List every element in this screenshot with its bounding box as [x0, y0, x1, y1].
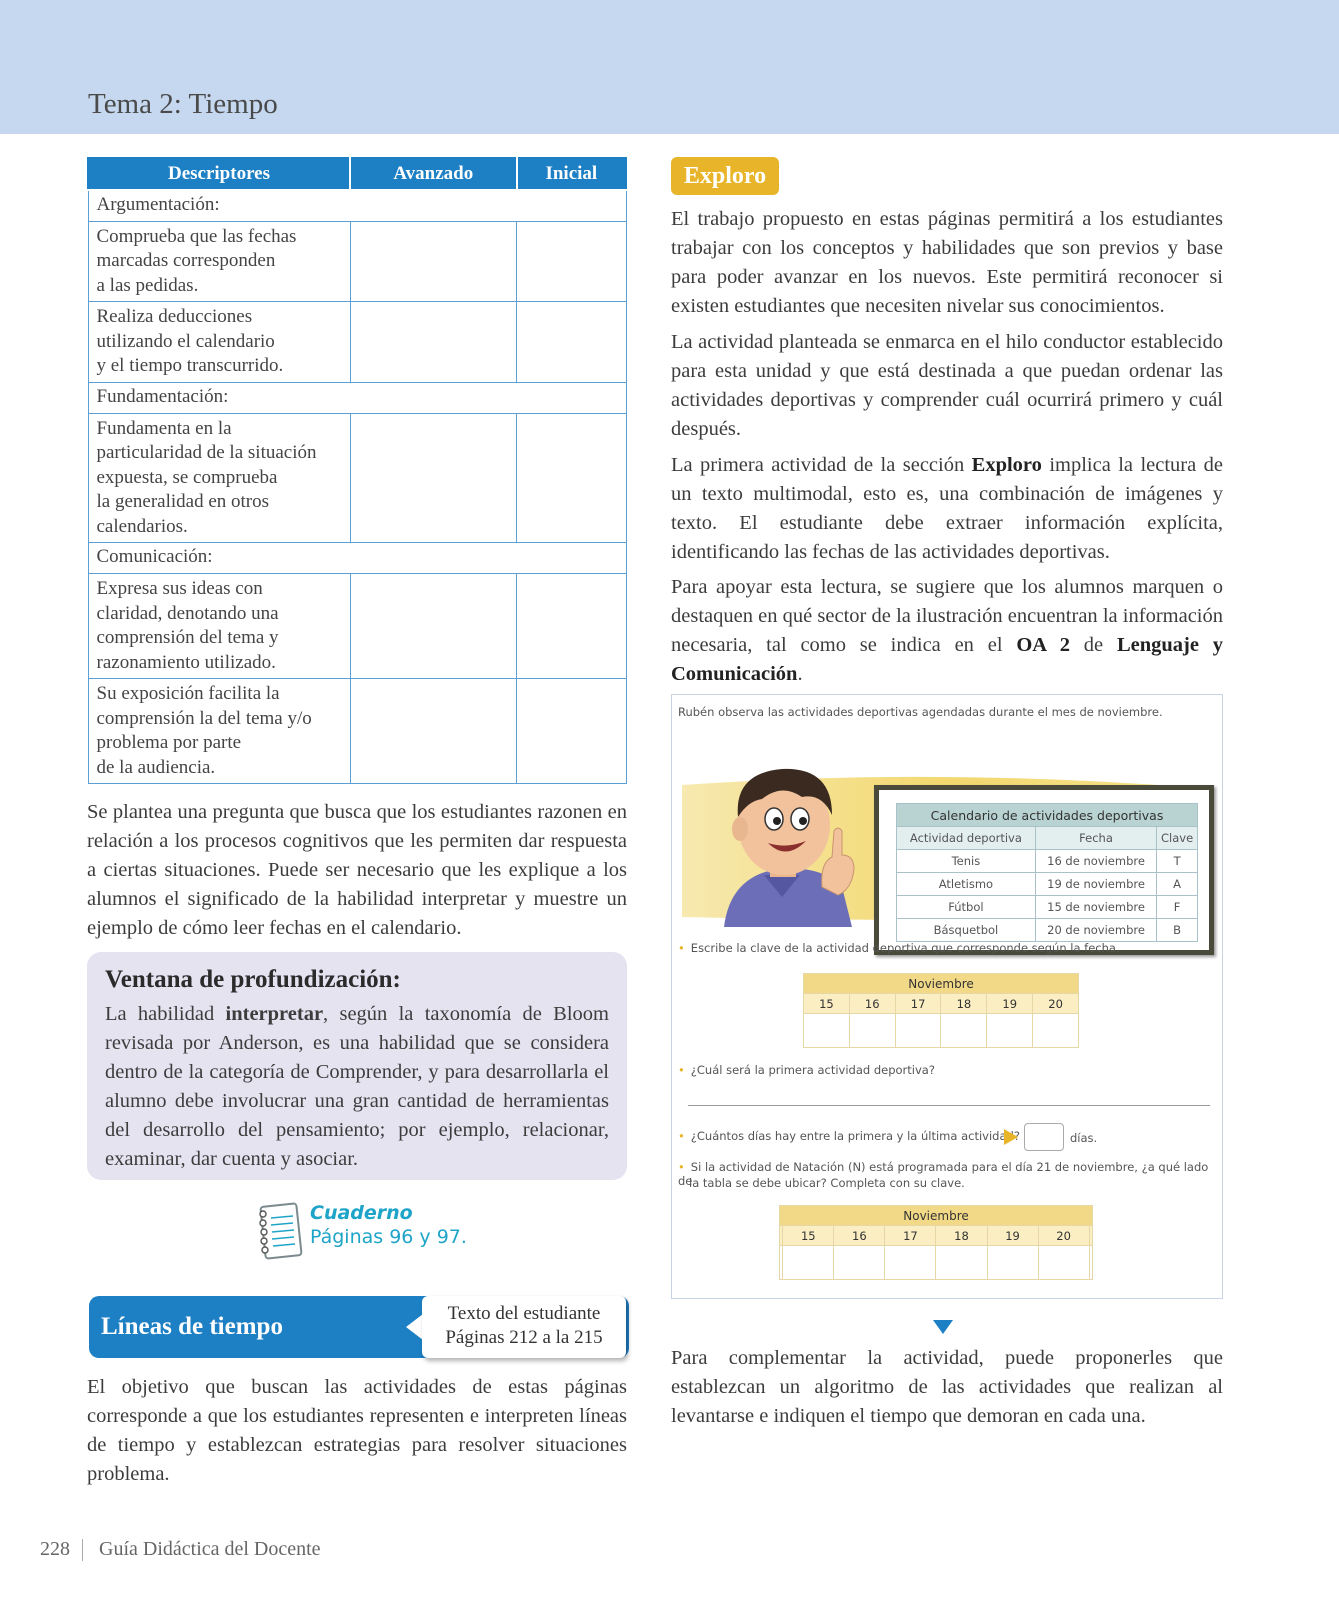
- calendar-cell: 19 de noviembre: [1035, 873, 1156, 896]
- rubric-row: [88, 413, 626, 543]
- calendar-cell: Atletismo: [897, 873, 1036, 896]
- november-grid-1: [803, 973, 1079, 1048]
- calendar-cell: Fútbol: [897, 896, 1036, 919]
- question-1: • Escribe la clave de la actividad deportiva que corresponde según la fecha.: [678, 941, 1120, 955]
- rubric-header-avanzado: Avanzado: [350, 158, 517, 190]
- rubric-header-inicial: Inicial: [517, 158, 626, 190]
- rubric-row: [88, 302, 626, 383]
- question-4: • Si la actividad de Natación (N) está programada para el día 21 de noviembre, ¿a qué lado de: [678, 1160, 1222, 1188]
- grid-caption: Noviembre: [780, 1206, 1093, 1226]
- rubric-cell-avanzado: [350, 574, 517, 679]
- calendar-cell: B: [1157, 919, 1198, 942]
- grid-day: 20: [1038, 1226, 1089, 1246]
- rubric-category-row: [88, 190, 626, 221]
- rubric-header-row: [88, 158, 626, 190]
- grid-day: 20: [1033, 994, 1079, 1014]
- rubric-cell-avanzado: [350, 679, 517, 784]
- lineas-tag-line2: Páginas 212 a la 215: [445, 1327, 603, 1348]
- calendar-table: [896, 803, 1198, 942]
- arrow-right-icon: [1004, 1129, 1018, 1145]
- notebook-icon: [255, 1202, 303, 1260]
- calendar-cell: Básquetbol: [897, 919, 1036, 942]
- footer-label: Guía Didáctica del Docente: [99, 1538, 321, 1560]
- grid-day: 15: [783, 1226, 834, 1246]
- rubric-category-comunicacion: Comunicación:: [88, 543, 626, 574]
- calendar-row: [897, 896, 1198, 919]
- grid-caption: Noviembre: [804, 974, 1079, 994]
- grid-day: 18: [941, 994, 987, 1014]
- grid-day: 16: [849, 994, 895, 1014]
- grid-day: 16: [834, 1226, 885, 1246]
- right-bottom-paragraph: Para complementar la actividad, puede proponerles que establezcan un algoritmo de las actividades que realizan al levantarse e indiquen el tiempo que demoran en cada una.: [671, 1347, 1223, 1427]
- calendar-cell: A: [1157, 873, 1198, 896]
- rubric-category-fundamentacion: Fundamentación:: [88, 382, 626, 413]
- grid-answer-cell[interactable]: [783, 1246, 834, 1280]
- lineas-tag-line1: Texto del estudiante: [447, 1303, 601, 1324]
- calendar-cell: T: [1157, 850, 1198, 873]
- grid-day: 15: [804, 994, 850, 1014]
- grid-answer-cell[interactable]: [936, 1246, 987, 1280]
- rubric-descriptor: Comprueba que las fechas marcadas corresponden a las pedidas.: [88, 221, 350, 302]
- ventana-text: La habilidad interpretar, según la taxonomía de Bloom revisada por Anderson, es una habilidad que se considera dentro de la categoría de Comprender, y para desarrollarla el alumno debe involucrar una gran cantidad de herramientas del desarrollo del pensamiento; por ejemplo, relacionar, examinar, dar cuenta y asociar.: [105, 1003, 609, 1170]
- calendar-cell: 20 de noviembre: [1035, 919, 1156, 942]
- lineas-title: Líneas de tiempo: [101, 1313, 283, 1340]
- november-grid-2: [779, 1205, 1093, 1280]
- grid-day-empty: [1089, 1226, 1092, 1246]
- activity-intro: Rubén observa las actividades deportivas agendadas durante el mes de noviembre.: [678, 705, 1163, 719]
- grid-day: 19: [987, 994, 1033, 1014]
- grid-answer-cell[interactable]: [1038, 1246, 1089, 1280]
- exploro-paragraph-4: Para apoyar esta lectura, se sugiere que los alumnos marquen o destaquen en qué sector de la ilustración encuentran la información necesaria, tal como se indica en el OA 2 de Lenguaje y Comunicación.: [671, 576, 1223, 685]
- rubric-table: [87, 157, 627, 784]
- rubric-cell-inicial: [517, 302, 626, 383]
- grid-answer-cell[interactable]: [885, 1246, 936, 1280]
- page-footer: [40, 1538, 321, 1561]
- exploro-badge: Exploro: [671, 157, 779, 195]
- grid-answer-cell[interactable]: [834, 1246, 885, 1280]
- grid-answer-cell[interactable]: [895, 1014, 941, 1048]
- days-answer-box[interactable]: [1024, 1123, 1064, 1151]
- calendar-caption: Calendario de actividades deportivas: [897, 804, 1198, 827]
- rubric-row: [88, 574, 626, 679]
- calendar-row: [897, 919, 1198, 942]
- ventana-box: [87, 952, 627, 1180]
- ventana-title: Ventana de profundización:: [105, 966, 401, 993]
- exploro-paragraph-3: La primera actividad de la sección Exploro implica la lectura de un texto multimodal, esto es, una combinación de imágenes y texto. El estudiante debe extraer información explícita, identificando las fechas de las actividades deportivas.: [671, 454, 1223, 563]
- rubric-descriptor: Fundamenta en la particularidad de la situación expuesta, se comprueba la generalidad en otros calendarios.: [88, 413, 350, 543]
- rubric-cell-avanzado: [350, 302, 517, 383]
- footer-divider: [82, 1539, 83, 1561]
- grid-answer-cell[interactable]: [849, 1014, 895, 1048]
- rubric-cell-inicial: [517, 574, 626, 679]
- grid-day: 17: [895, 994, 941, 1014]
- calendar-header: Fecha: [1035, 827, 1156, 850]
- rubric-cell-inicial: [517, 221, 626, 302]
- calendar-board: [874, 785, 1214, 955]
- left-paragraph: Se plantea una pregunta que busca que los estudiantes razonen en relación a los procesos cognitivos que les permiten dar respuesta a ciertas situaciones. Puede ser necesario que les explique a los alumnos el significado de la habilidad interpretar y muestre un ejemplo de cómo leer fechas en el calendario.: [87, 801, 627, 939]
- answer-line[interactable]: [688, 1105, 1210, 1106]
- rubric-cell-inicial: [517, 413, 626, 543]
- question-4-line2: la tabla se debe ubicar? Completa con su clave.: [689, 1176, 965, 1190]
- lineas-tag-notch: [406, 1314, 423, 1340]
- calendar-row: [897, 850, 1198, 873]
- lineas-tag: [422, 1296, 626, 1358]
- grid-answer-cell[interactable]: [1033, 1014, 1079, 1048]
- activity-box: [671, 694, 1223, 1299]
- activity-scene: [682, 737, 1212, 937]
- rubric-category-row: [88, 382, 626, 413]
- grid-answer-cell[interactable]: [987, 1014, 1033, 1048]
- grid-day: 18: [936, 1226, 987, 1246]
- calendar-cell: F: [1157, 896, 1198, 919]
- rubric-cell-inicial: [517, 679, 626, 784]
- calendar-cell: Tenis: [897, 850, 1036, 873]
- exploro-paragraph-2: La actividad planteada se enmarca en el hilo conductor establecido para esta unidad y que está destinada a que puedan ordenar las actividades deportivas y comprender cuál ocurrirá primero y cuál después.: [671, 331, 1223, 440]
- calendar-cell: 15 de noviembre: [1035, 896, 1156, 919]
- cuaderno-title: Cuaderno: [310, 1202, 413, 1224]
- triangle-down-icon: [933, 1320, 953, 1334]
- grid-answer-cell[interactable]: [987, 1246, 1038, 1280]
- calendar-header: Actividad deportiva: [897, 827, 1036, 850]
- page-title: Tema 2: Tiempo: [88, 88, 278, 120]
- grid-day: 19: [987, 1226, 1038, 1246]
- calendar-cell: 16 de noviembre: [1035, 850, 1156, 873]
- lineas-paragraph: El objetivo que buscan las actividades de estas páginas corresponde a que los estudiantes representen e interpreten líneas de tiempo y establezcan estrategias para resolver situaciones problema.: [87, 1376, 627, 1485]
- rubric-cell-avanzado: [350, 413, 517, 543]
- question-3: • ¿Cuántos días hay entre la primera y la última actividad?: [678, 1129, 1020, 1143]
- rubric-row: [88, 679, 626, 784]
- calendar-row: [897, 873, 1198, 896]
- rubric-category-row: [88, 543, 626, 574]
- cuaderno-reference: [255, 1200, 475, 1262]
- calendar-header: Clave: [1157, 827, 1198, 850]
- rubric-row: [88, 221, 626, 302]
- grid-answer-cell[interactable]: [1089, 1246, 1092, 1280]
- rubric-header-descriptores: Descriptores: [88, 158, 350, 190]
- page-number: 228: [40, 1538, 70, 1560]
- question-2: • ¿Cuál será la primera actividad deportiva?: [678, 1063, 935, 1077]
- grid-answer-cell[interactable]: [941, 1014, 987, 1048]
- grid-day: 17: [885, 1226, 936, 1246]
- rubric-descriptor: Su exposición facilita la comprensión la del tema y/o problema por parte de la audiencia.: [88, 679, 350, 784]
- rubric-descriptor: Expresa sus ideas con claridad, denotando una comprensión del tema y razonamiento utilizado.: [88, 574, 350, 679]
- cuaderno-pages: Páginas 96 y 97.: [310, 1226, 467, 1248]
- days-unit: días.: [1070, 1131, 1098, 1145]
- rubric-descriptor: Realiza deducciones utilizando el calendario y el tiempo transcurrido.: [88, 302, 350, 383]
- rubric-cell-avanzado: [350, 221, 517, 302]
- rubric-category-argumentacion: Argumentación:: [88, 190, 626, 221]
- grid-answer-cell[interactable]: [804, 1014, 850, 1048]
- exploro-paragraph-1: El trabajo propuesto en estas páginas permitirá a los estudiantes trabajar con los conceptos y habilidades que son previos y base para poder avanzar en los nuevos. Este permitirá reconocer si existen estudiantes que necesiten nivelar sus conocimientos.: [671, 208, 1223, 317]
